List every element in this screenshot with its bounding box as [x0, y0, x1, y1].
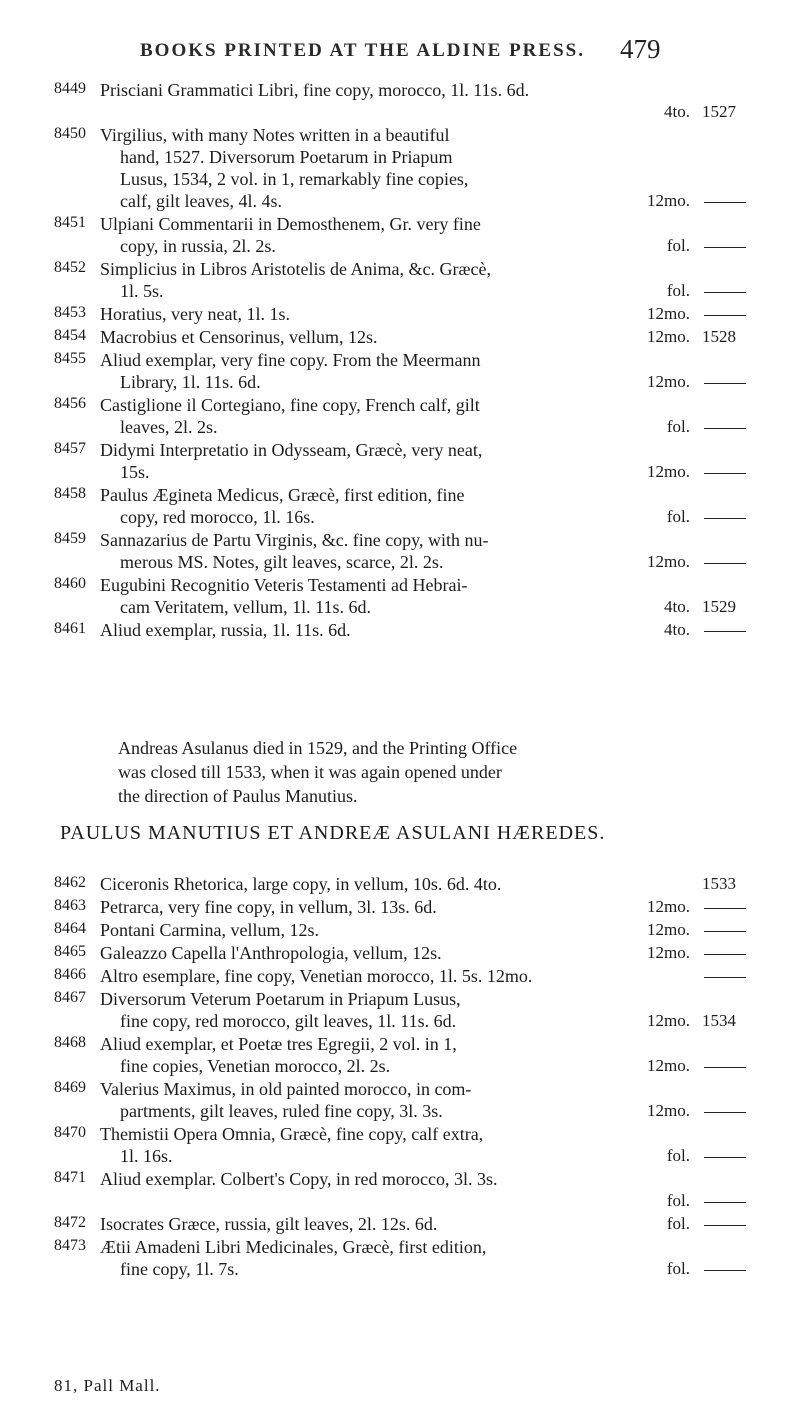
entry-number: 8452 [54, 259, 86, 276]
entry-text: Diversorum Veterum Poetarum in Priapum Lusus, [100, 989, 461, 1009]
entry-number: 8467 [54, 989, 86, 1006]
entry-text: 15s. [120, 462, 150, 482]
entry-number: 8470 [54, 1124, 86, 1141]
note-line: Andreas Asulanus died in 1529, and the Printing Office [118, 738, 518, 758]
entry-number: 8466 [54, 966, 86, 983]
entry-text: Altro esemplare, fine copy, Venetian morocco, 1l. 5s. 12mo. [100, 966, 533, 986]
note-line: was closed till 1533, when it was again opened under [118, 762, 502, 782]
entry-format: fol. [666, 1259, 690, 1278]
entry-text: Virgilius, with many Notes written in a beautiful [100, 125, 450, 145]
running-header [0, 34, 801, 74]
entry-number: 8456 [54, 395, 86, 412]
entry-text: Lusus, 1534, 2 vol. in 1, remarkably fine copies, [120, 169, 469, 189]
entry-number: 8471 [54, 1169, 86, 1186]
entry-text: Themistii Opera Omnia, Græcè, fine copy, calf extra, [100, 1124, 484, 1144]
entry-text: Simplicius in Libros Aristotelis de Anima, &c. Græcè, [100, 259, 491, 279]
entry-text: Macrobius et Censorinus, vellum, 12s. [100, 327, 378, 347]
page-number: 479 [620, 34, 661, 64]
entry-text: Prisciani Grammatici Libri, fine copy, morocco, 1l. 11s. 6d. [100, 80, 530, 100]
ditto-rule [704, 1225, 746, 1226]
entry-text: Paulus Ægineta Medicus, Græcè, first edition, fine [100, 485, 465, 505]
entry-text: 1l. 16s. [120, 1146, 173, 1166]
entry-format: 12mo. [647, 943, 690, 962]
entry-text: Aliud exemplar. Colbert's Copy, in red morocco, 3l. 3s. [100, 1169, 498, 1189]
entry-number: 8454 [54, 327, 86, 344]
ditto-rule [704, 202, 746, 203]
entry-format: 12mo. [647, 327, 690, 346]
entry-text: hand, 1527. Diversorum Poetarum in Priapum [120, 147, 453, 167]
entry-text: Aliud exemplar, et Poetæ tres Egregii, 2 vol. in 1, [100, 1034, 457, 1054]
entry-number: 8464 [54, 920, 86, 937]
ditto-rule [704, 383, 746, 384]
entry-text: copy, in russia, 2l. 2s. [120, 236, 276, 256]
entry-number: 8469 [54, 1079, 86, 1096]
entry-year: 1527 [702, 102, 736, 121]
entry-format: fol. [666, 281, 690, 300]
entry-number: 8463 [54, 897, 86, 914]
ditto-rule [704, 954, 746, 955]
entry-text: Library, 1l. 11s. 6d. [120, 372, 261, 392]
entry-number: 8459 [54, 530, 86, 547]
entry-text: 1l. 5s. [120, 281, 164, 301]
entry-format: 4to. [664, 102, 690, 121]
entry-year: 1534 [702, 1011, 736, 1030]
entry-text: merous MS. Notes, gilt leaves, scarce, 2l. 2s. [120, 552, 444, 572]
entry-format: fol. [666, 1191, 690, 1210]
entry-text: Pontani Carmina, vellum, 12s. [100, 920, 319, 940]
ditto-rule [704, 518, 746, 519]
ditto-rule [704, 1067, 746, 1068]
entry-format: fol. [666, 236, 690, 255]
entry-format: fol. [666, 1146, 690, 1165]
entry-format: 12mo. [647, 1056, 690, 1075]
entry-text: copy, red morocco, 1l. 16s. [120, 507, 315, 527]
entry-format: 12mo. [647, 1101, 690, 1120]
entry-text: Petrarca, very fine copy, in vellum, 3l. 13s. 6d. [100, 897, 437, 917]
ditto-rule [704, 428, 746, 429]
entry-number: 8455 [54, 350, 86, 367]
entry-format: 12mo. [647, 191, 690, 210]
entry-text: Horatius, very neat, 1l. 1s. [100, 304, 290, 324]
entry-format: 12mo. [647, 304, 690, 323]
entry-number: 8473 [54, 1237, 86, 1254]
entry-text: Eugubini Recognitio Veteris Testamenti ad Hebrai- [100, 575, 468, 595]
running-title: BOOKS PRINTED AT THE ALDINE PRESS. [140, 40, 585, 61]
ditto-rule [704, 631, 746, 632]
entry-year: 1533 [702, 874, 736, 893]
entry-format: 12mo. [647, 920, 690, 939]
ditto-rule [704, 473, 746, 474]
entry-text: partments, gilt leaves, ruled fine copy, 3l. 3s. [120, 1101, 443, 1121]
ditto-rule [704, 1270, 746, 1271]
entry-number: 8453 [54, 304, 86, 321]
entry-number: 8450 [54, 125, 86, 142]
ditto-rule [704, 931, 746, 932]
entry-format: 12mo. [647, 372, 690, 391]
section-heading: PAULUS MANUTIUS ET ANDREÆ ASULANI HÆREDES. [60, 822, 606, 844]
entry-number: 8461 [54, 620, 86, 637]
entry-number: 8457 [54, 440, 86, 457]
entry-format: 12mo. [647, 462, 690, 481]
entry-text: Sannazarius de Partu Virginis, &c. fine copy, with nu- [100, 530, 489, 550]
entry-text: fine copy, red morocco, gilt leaves, 1l. 11s. 6d. [120, 1011, 457, 1031]
entry-text: Galeazzo Capella l'Anthropologia, vellum, 12s. [100, 943, 442, 963]
entry-text: Aliud exemplar, very fine copy. From the Meermann [100, 350, 481, 370]
entry-text: Didymi Interpretatio in Odysseam, Græcè, very neat, [100, 440, 483, 460]
entry-format: 12mo. [647, 897, 690, 916]
ditto-rule [704, 247, 746, 248]
note-line: the direction of Paulus Manutius. [118, 786, 358, 806]
entry-text: Aliud exemplar, russia, 1l. 11s. 6d. [100, 620, 351, 640]
entry-number: 8460 [54, 575, 86, 592]
entry-text: Ulpiani Commentarii in Demosthenem, Gr. very fine [100, 214, 481, 234]
ditto-rule [704, 1157, 746, 1158]
entry-number: 8472 [54, 1214, 86, 1231]
ditto-rule [704, 977, 746, 978]
entry-text: Castiglione il Cortegiano, fine copy, French calf, gilt [100, 395, 480, 415]
entry-year: 1528 [702, 327, 736, 346]
entry-text: calf, gilt leaves, 4l. 4s. [120, 191, 282, 211]
entry-text: Valerius Maximus, in old painted morocco, in com- [100, 1079, 472, 1099]
entry-text: Ciceronis Rhetorica, large copy, in vellum, 10s. 6d. 4to. [100, 874, 502, 894]
entry-format: 4to. [664, 620, 690, 639]
entry-format: 12mo. [647, 552, 690, 571]
entry-format: 12mo. [647, 1011, 690, 1030]
ditto-rule [704, 1202, 746, 1203]
footer-address: 81, Pall Mall. [54, 1376, 161, 1395]
entry-number: 8468 [54, 1034, 86, 1051]
entry-number: 8458 [54, 485, 86, 502]
entry-format: fol. [666, 417, 690, 436]
entry-format: fol. [666, 1214, 690, 1233]
ditto-rule [704, 563, 746, 564]
entry-text: Isocrates Græce, russia, gilt leaves, 2l. 12s. 6d. [100, 1214, 438, 1234]
entry-text: fine copies, Venetian morocco, 2l. 2s. [120, 1056, 391, 1076]
ditto-rule [704, 315, 746, 316]
entry-format: 4to. [664, 597, 690, 616]
entry-text: leaves, 2l. 2s. [120, 417, 218, 437]
entry-format: fol. [666, 507, 690, 526]
entry-number: 8451 [54, 214, 86, 231]
ditto-rule [704, 1112, 746, 1113]
entry-text: cam Veritatem, vellum, 1l. 11s. 6d. [120, 597, 371, 617]
entry-number: 8465 [54, 943, 86, 960]
ditto-rule [704, 292, 746, 293]
ditto-rule [704, 908, 746, 909]
entry-number: 8462 [54, 874, 86, 891]
entry-number: 8449 [54, 80, 86, 97]
entry-year: 1529 [702, 597, 736, 616]
entry-text: fine copy, 1l. 7s. [120, 1259, 239, 1279]
note-paragraph [118, 736, 758, 808]
entry-text: Ætii Amadeni Libri Medicinales, Græcè, first edition, [100, 1237, 487, 1257]
